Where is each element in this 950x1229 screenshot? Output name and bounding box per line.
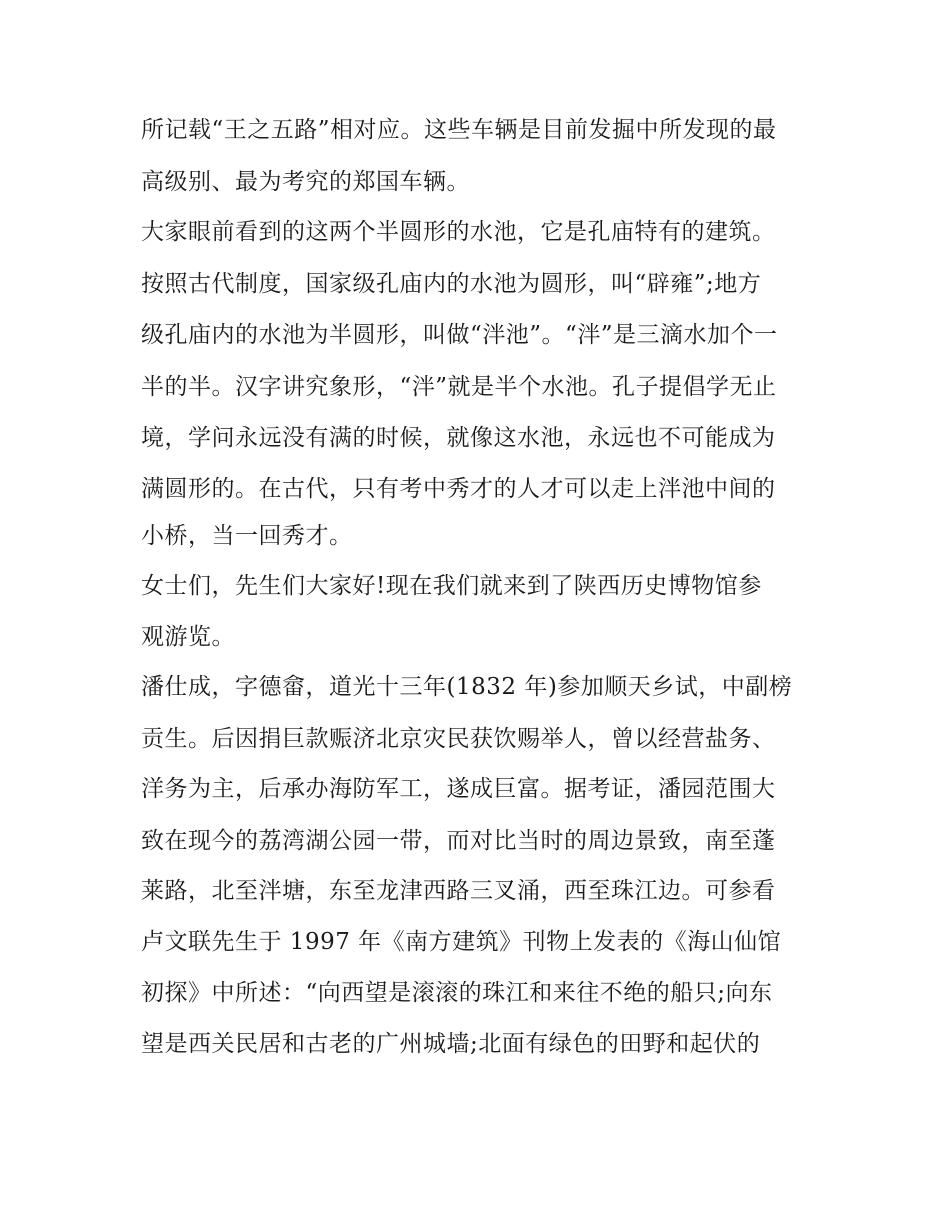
- text-line: 所记载“王之五路”相对应。这些车辆是目前发掘中所发现的最: [141, 117, 777, 143]
- text-line: 满圆形的。在古代，只有考中秀才的人才可以走上泮池中间的: [141, 476, 776, 502]
- text-line: 卢文联先生于 1997 年《南方建筑》刊物上发表的《海山仙馆: [141, 929, 782, 955]
- text-line: 贡生。后因捐巨款赈济北京灾民获饮赐举人，曾以经营盐务、: [141, 726, 776, 752]
- text-line: 高级别、最为考究的郑国车辆。: [141, 169, 470, 195]
- text-line: 初探》中所述：“向西望是滚滚的珠江和来往不绝的船只;向东: [141, 980, 773, 1006]
- text-line: 潘仕成，字德畲，道光十三年(1832 年)参加顺天乡试，中副榜: [141, 674, 793, 700]
- text-line: 按照古代制度，国家级孔庙内的水池为圆形，叫“辟雍”;地方: [141, 271, 762, 297]
- text-line: 莱路，北至泮塘，东至龙津西路三叉涌，西至珠江边。可参看: [141, 878, 776, 904]
- text-line: 望是西关民居和古老的广州城墙;北面有绿色的田野和起伏的: [141, 1031, 761, 1057]
- text-line: 观游览。: [141, 624, 235, 650]
- text-line: 洋务为主，后承办海防军工，遂成巨富。据考证，潘园范围大: [141, 776, 776, 802]
- text-line: 级孔庙内的水池为半圆形，叫做“泮池”。“泮”是三滴水加个一: [141, 322, 778, 348]
- text-line: 致在现今的荔湾湖公园一带，而对比当时的周边景致，南至蓬: [141, 828, 776, 854]
- text-line: 半的半。汉字讲究象形，“泮”就是半个水池。孔子提倡学无止: [141, 374, 777, 400]
- text-line: 大家眼前看到的这两个半圆形的水池，它是孔庙特有的建筑。: [141, 219, 776, 245]
- text-line: 境，学问永远没有满的时候，就像这水池，永远也不可能成为: [141, 425, 776, 451]
- text-line: 女士们，先生们大家好!现在我们就来到了陕西历史博物馆参: [141, 573, 762, 599]
- text-line: 小桥，当一回秀才。: [141, 523, 353, 549]
